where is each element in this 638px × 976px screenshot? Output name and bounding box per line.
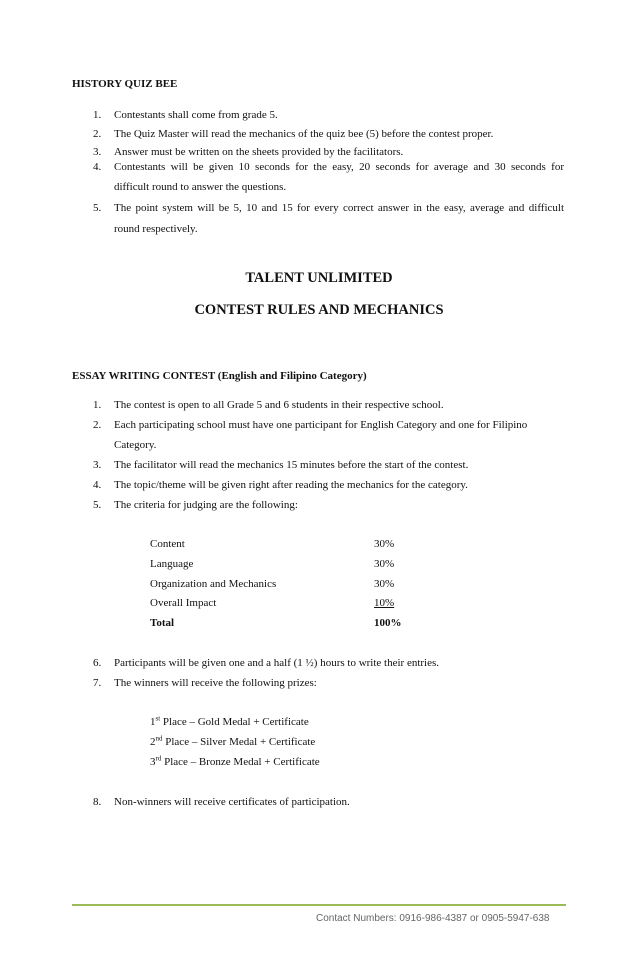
criteria-name: Organization and Mechanics <box>150 578 277 590</box>
list-item: The criteria for judging are the following: <box>114 499 298 511</box>
criteria-name: Overall Impact <box>150 597 217 609</box>
list-number: 5. <box>93 202 102 214</box>
list-item: The topic/theme will be given right after reading the mechanics for the category. <box>114 479 468 491</box>
list-item: The point system will be 5, 10 and 15 for every correct answer in the easy, average and difficult <box>114 202 564 214</box>
criteria-name: Content <box>150 538 185 550</box>
list-number: 2. <box>93 128 102 140</box>
prize-item <box>150 756 320 768</box>
title-line-2: CONTEST RULES AND MECHANICS <box>194 302 444 318</box>
prize-text: Place – Gold Medal + Certificate <box>160 716 309 728</box>
list-item: Answer must be written on the sheets provided by the facilitators. <box>114 146 404 158</box>
footer-divider <box>72 904 566 906</box>
list-number: 4. <box>93 479 102 491</box>
list-number: 6. <box>93 657 102 669</box>
list-number: 1. <box>93 399 102 411</box>
prize-rank-suffix: st <box>155 714 161 723</box>
list-item: The winners will receive the following prizes: <box>114 677 317 689</box>
footer-contact: Contact Numbers: 0916-986-4387 or 0905-5947-638 <box>316 913 550 924</box>
list-item: The contest is open to all Grade 5 and 6 students in their respective school. <box>114 399 444 411</box>
list-number: 1. <box>93 109 102 121</box>
prize-rank: 3 <box>150 756 156 768</box>
criteria-percent: 30% <box>374 558 395 570</box>
criteria-percent: 30% <box>374 538 395 550</box>
list-item: Contestants shall come from grade 5. <box>114 109 278 121</box>
list-number: 5. <box>93 499 102 511</box>
prize-item <box>150 716 309 728</box>
list-number: 2. <box>93 419 102 431</box>
list-item: Participants will be given one and a half (1 ½) hours to write their entries. <box>114 657 440 669</box>
criteria-percent: 10% <box>374 597 395 609</box>
prize-text: Place – Silver Medal + Certificate <box>162 736 316 748</box>
list-number: 3. <box>93 459 102 471</box>
list-number: 3. <box>93 146 102 158</box>
criteria-percent: 30% <box>374 578 395 590</box>
prize-item <box>150 736 315 748</box>
list-item: Contestants will be given 10 seconds for the easy, 20 seconds for average and 30 seconds for <box>114 161 564 173</box>
criteria-total-percent: 100% <box>374 617 402 629</box>
list-item-continued: round respectively. <box>114 223 198 235</box>
prize-rank-suffix: nd <box>155 734 163 743</box>
history-heading: HISTORY QUIZ BEE <box>72 78 178 90</box>
list-item: Each participating school must have one participant for English Category and one for Filipino <box>114 419 528 431</box>
criteria-total-label: Total <box>150 617 175 629</box>
list-item: The Quiz Master will read the mechanics of the quiz bee (5) before the contest proper. <box>114 128 494 140</box>
list-number: 4. <box>93 161 102 173</box>
criteria-name: Language <box>150 558 194 570</box>
list-number: 7. <box>93 677 102 689</box>
prize-rank: 2 <box>150 736 156 748</box>
prize-rank: 1 <box>150 716 156 728</box>
list-item: The facilitator will read the mechanics 15 minutes before the start of the contest. <box>114 459 469 471</box>
essay-heading: ESSAY WRITING CONTEST (English and Filipino Category) <box>72 370 367 382</box>
list-item-continued: difficult round to answer the questions. <box>114 181 287 193</box>
prize-rank-suffix: rd <box>155 754 162 763</box>
list-item: Non-winners will receive certificates of participation. <box>114 796 350 808</box>
list-item-continued: Category. <box>114 439 157 451</box>
title-line-1: TALENT UNLIMITED <box>245 270 393 286</box>
prize-text: Place – Bronze Medal + Certificate <box>161 756 320 768</box>
list-number: 8. <box>93 796 102 808</box>
